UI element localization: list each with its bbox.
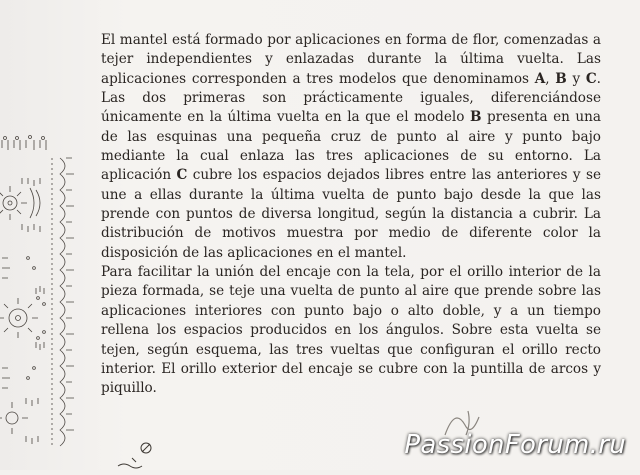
model-letter: A bbox=[534, 70, 546, 87]
model-letter: B bbox=[469, 109, 482, 126]
chain-stitch-symbol-icon bbox=[110, 436, 170, 470]
watermark: PassionForum.ru bbox=[404, 430, 626, 460]
text-run: , bbox=[545, 70, 556, 87]
crochet-diagram-fragment bbox=[0, 128, 82, 470]
chart-symbol bbox=[110, 436, 170, 475]
text-run: Para facilitar la unión del encaje con la tela, por el orillo interior de la pieza formada, se teje una vuelta de punto al aire que prende sobre las aplicaciones interiores con punto bajo o alto doble, y a un tiempo rellena los espacios producidos en los ángulos. Sobre esta vuelta se tejen, según esquema, las tres vueltas que configuran el orillo recto interior. El orillo exterior del encaje se cubre con la puntilla de arcos y piquillo. bbox=[101, 264, 601, 397]
text-run: cubre los espacios dejados libres entre las anteriores y se une a ellas durante la última vuelta de punto bajo desde la que las prende con puntos de diversa longitud, según la distancia a cubrir. La distribución de motivos muestra por medio de diferente color la disposición de las aplicaciones en el mantel. bbox=[101, 167, 601, 261]
paragraph-2 bbox=[101, 263, 601, 398]
model-letter: B bbox=[555, 70, 567, 87]
body-text bbox=[101, 31, 601, 399]
text-run: . Las dos primeras son prácticamente iguales, diferenciándose únicamente en la última vuelta en la que el modelo bbox=[101, 70, 601, 126]
crochet-chart-icon bbox=[0, 128, 82, 470]
paragraph-1 bbox=[101, 31, 601, 263]
model-letter: C bbox=[585, 70, 597, 87]
model-letter: C bbox=[176, 167, 188, 184]
text-run: presenta en una de las esquinas una pequeña cruz de punto al aire y punto bajo mediante la cual enlaza las tres aplicaciones de su entorno. La aplicación bbox=[101, 109, 601, 184]
text-run: y bbox=[566, 70, 586, 87]
text-run: El mantel está formado por aplicaciones en forma de flor, comenzadas a tejer independientes y enlazadas durante la última vuelta. Las aplicaciones corresponden a tres modelos que denominamos bbox=[101, 32, 601, 87]
